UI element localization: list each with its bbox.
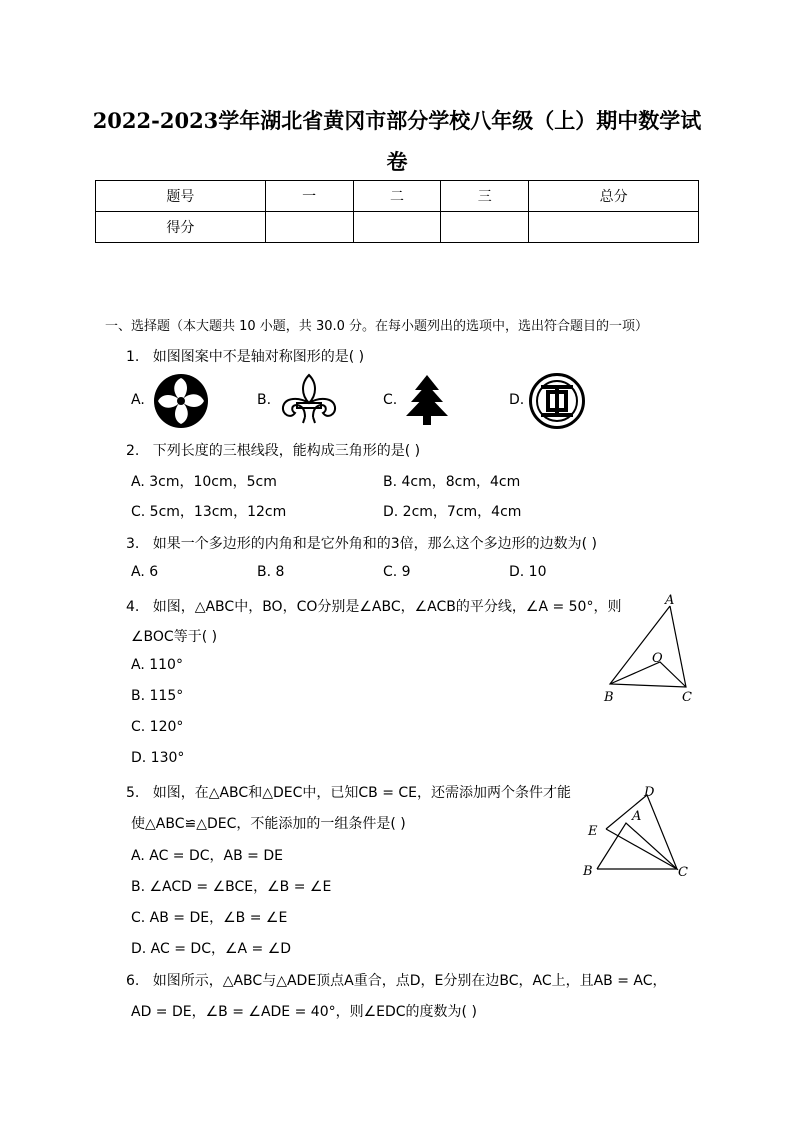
question-2 [126, 440, 420, 460]
q2-option-a: A. 3cm，10cm，5cm [131, 474, 277, 490]
question-text: 如图，在△ABC和△DEC中，已知CB = CE，还需添加两个条件才能 [152, 785, 571, 801]
pinwheel-figure [153, 373, 209, 429]
score-table-header: 三 [441, 181, 529, 212]
figure-label-a: A [665, 593, 675, 608]
score-cell[interactable] [529, 212, 699, 243]
triangles-abc-dec-figure [580, 780, 695, 880]
question-number: 2. [126, 443, 140, 459]
q2-option-b: B. 4cm，8cm，4cm [383, 474, 521, 490]
exam-title-line2: 卷 [386, 149, 408, 174]
score-table-header: 题号 [96, 181, 266, 212]
score-table-header: 二 [353, 181, 441, 212]
q4-option-a: A. 110° [131, 657, 183, 673]
exam-title-line1: 2022-2023学年湖北省黄冈市部分学校八年级（上）期中数学试 [92, 108, 702, 133]
score-cell[interactable] [441, 212, 529, 243]
q5-option-b: B. ∠ACD = ∠BCE，∠B = ∠E [131, 879, 332, 895]
score-table-header: 一 [265, 181, 353, 212]
triangle-dec [606, 795, 677, 869]
figure-label-d: D [644, 785, 655, 800]
figure-label-b: B [583, 864, 593, 879]
score-table [95, 180, 699, 243]
score-table-score-row [96, 212, 699, 243]
question-6 [126, 970, 667, 990]
q3-option-a: A. 6 [131, 564, 159, 580]
score-table-header: 总分 [529, 181, 699, 212]
fleur-de-lis-figure [277, 373, 341, 425]
score-cell[interactable] [353, 212, 441, 243]
question-text: 如图图案中不是轴对称图形的是( ) [152, 349, 365, 365]
question-5-line2: 使△ABC≌△DEC，不能添加的一组条件是( ) [131, 816, 406, 832]
question-text: 如果一个多边形的内角和是它外角和的3倍，那么这个多边形的边数为( ) [152, 536, 597, 552]
figure-label-a: A [632, 809, 642, 824]
q3-option-d: D. 10 [509, 564, 547, 580]
figure-label-b: B [604, 690, 614, 705]
q3-option-c: C. 9 [383, 564, 411, 580]
q4-option-d: D. 130° [131, 750, 185, 766]
triangle-outline [610, 606, 686, 687]
q4-option-b: B. 115° [131, 688, 184, 704]
score-row-label: 得分 [96, 212, 266, 243]
question-text: 如图所示，△ABC与△ADE顶点A重合，点D，E分别在边BC，AC上，且AB = AC， [152, 973, 667, 989]
angle-bisectors [610, 662, 686, 687]
question-number: 6. [126, 973, 140, 989]
question-number: 1. [126, 349, 140, 365]
q1-option-c-label: C. [383, 392, 398, 408]
question-number: 3. [126, 536, 140, 552]
q1-option-d-label: D. [509, 392, 525, 408]
q3-option-b: B. 8 [257, 564, 285, 580]
question-4-line2: ∠BOC等于( ) [131, 629, 218, 645]
question-text: 如图，△ABC中，BO，CO分别是∠ABC，∠ACB的平分线，∠A = 50°，则 [152, 599, 622, 615]
q4-option-c: C. 120° [131, 719, 184, 735]
question-3 [126, 533, 597, 553]
q5-option-d: D. AC = DC，∠A = ∠D [131, 941, 292, 957]
q5-option-c: C. AB = DE，∠B = ∠E [131, 910, 288, 926]
question-1 [126, 346, 364, 366]
figure-label-o: O [652, 651, 663, 666]
q1-option-a-label: A. [131, 392, 145, 408]
question-6-line2: AD = DE，∠B = ∠ADE = 40°，则∠EDC的度数为( ) [131, 1004, 477, 1020]
figure-label-c: C [682, 690, 692, 705]
question-4 [126, 596, 621, 616]
score-table-header-row [96, 181, 699, 212]
q1-option-b-label: B. [257, 392, 272, 408]
figure-label-e: E [588, 824, 598, 839]
q5-option-a: A. AC = DC，AB = DE [131, 848, 283, 864]
section-heading: 一、选择题（本大题共 10 小题，共 30.0 分。在每小题列出的选项中，选出符合题目的一项） [105, 319, 649, 334]
figure-label-c: C [678, 865, 688, 880]
question-text: 下列长度的三根线段，能构成三角形的是( ) [152, 443, 421, 459]
question-number: 5. [126, 785, 140, 801]
q2-option-c: C. 5cm，13cm，12cm [131, 504, 287, 520]
q2-option-d: D. 2cm，7cm，4cm [383, 504, 522, 520]
score-cell[interactable] [265, 212, 353, 243]
triangle-abc-figure [598, 590, 703, 708]
question-5 [126, 782, 571, 802]
question-number: 4. [126, 599, 140, 615]
coin-logo-figure [529, 373, 585, 429]
tree-figure [403, 374, 451, 426]
